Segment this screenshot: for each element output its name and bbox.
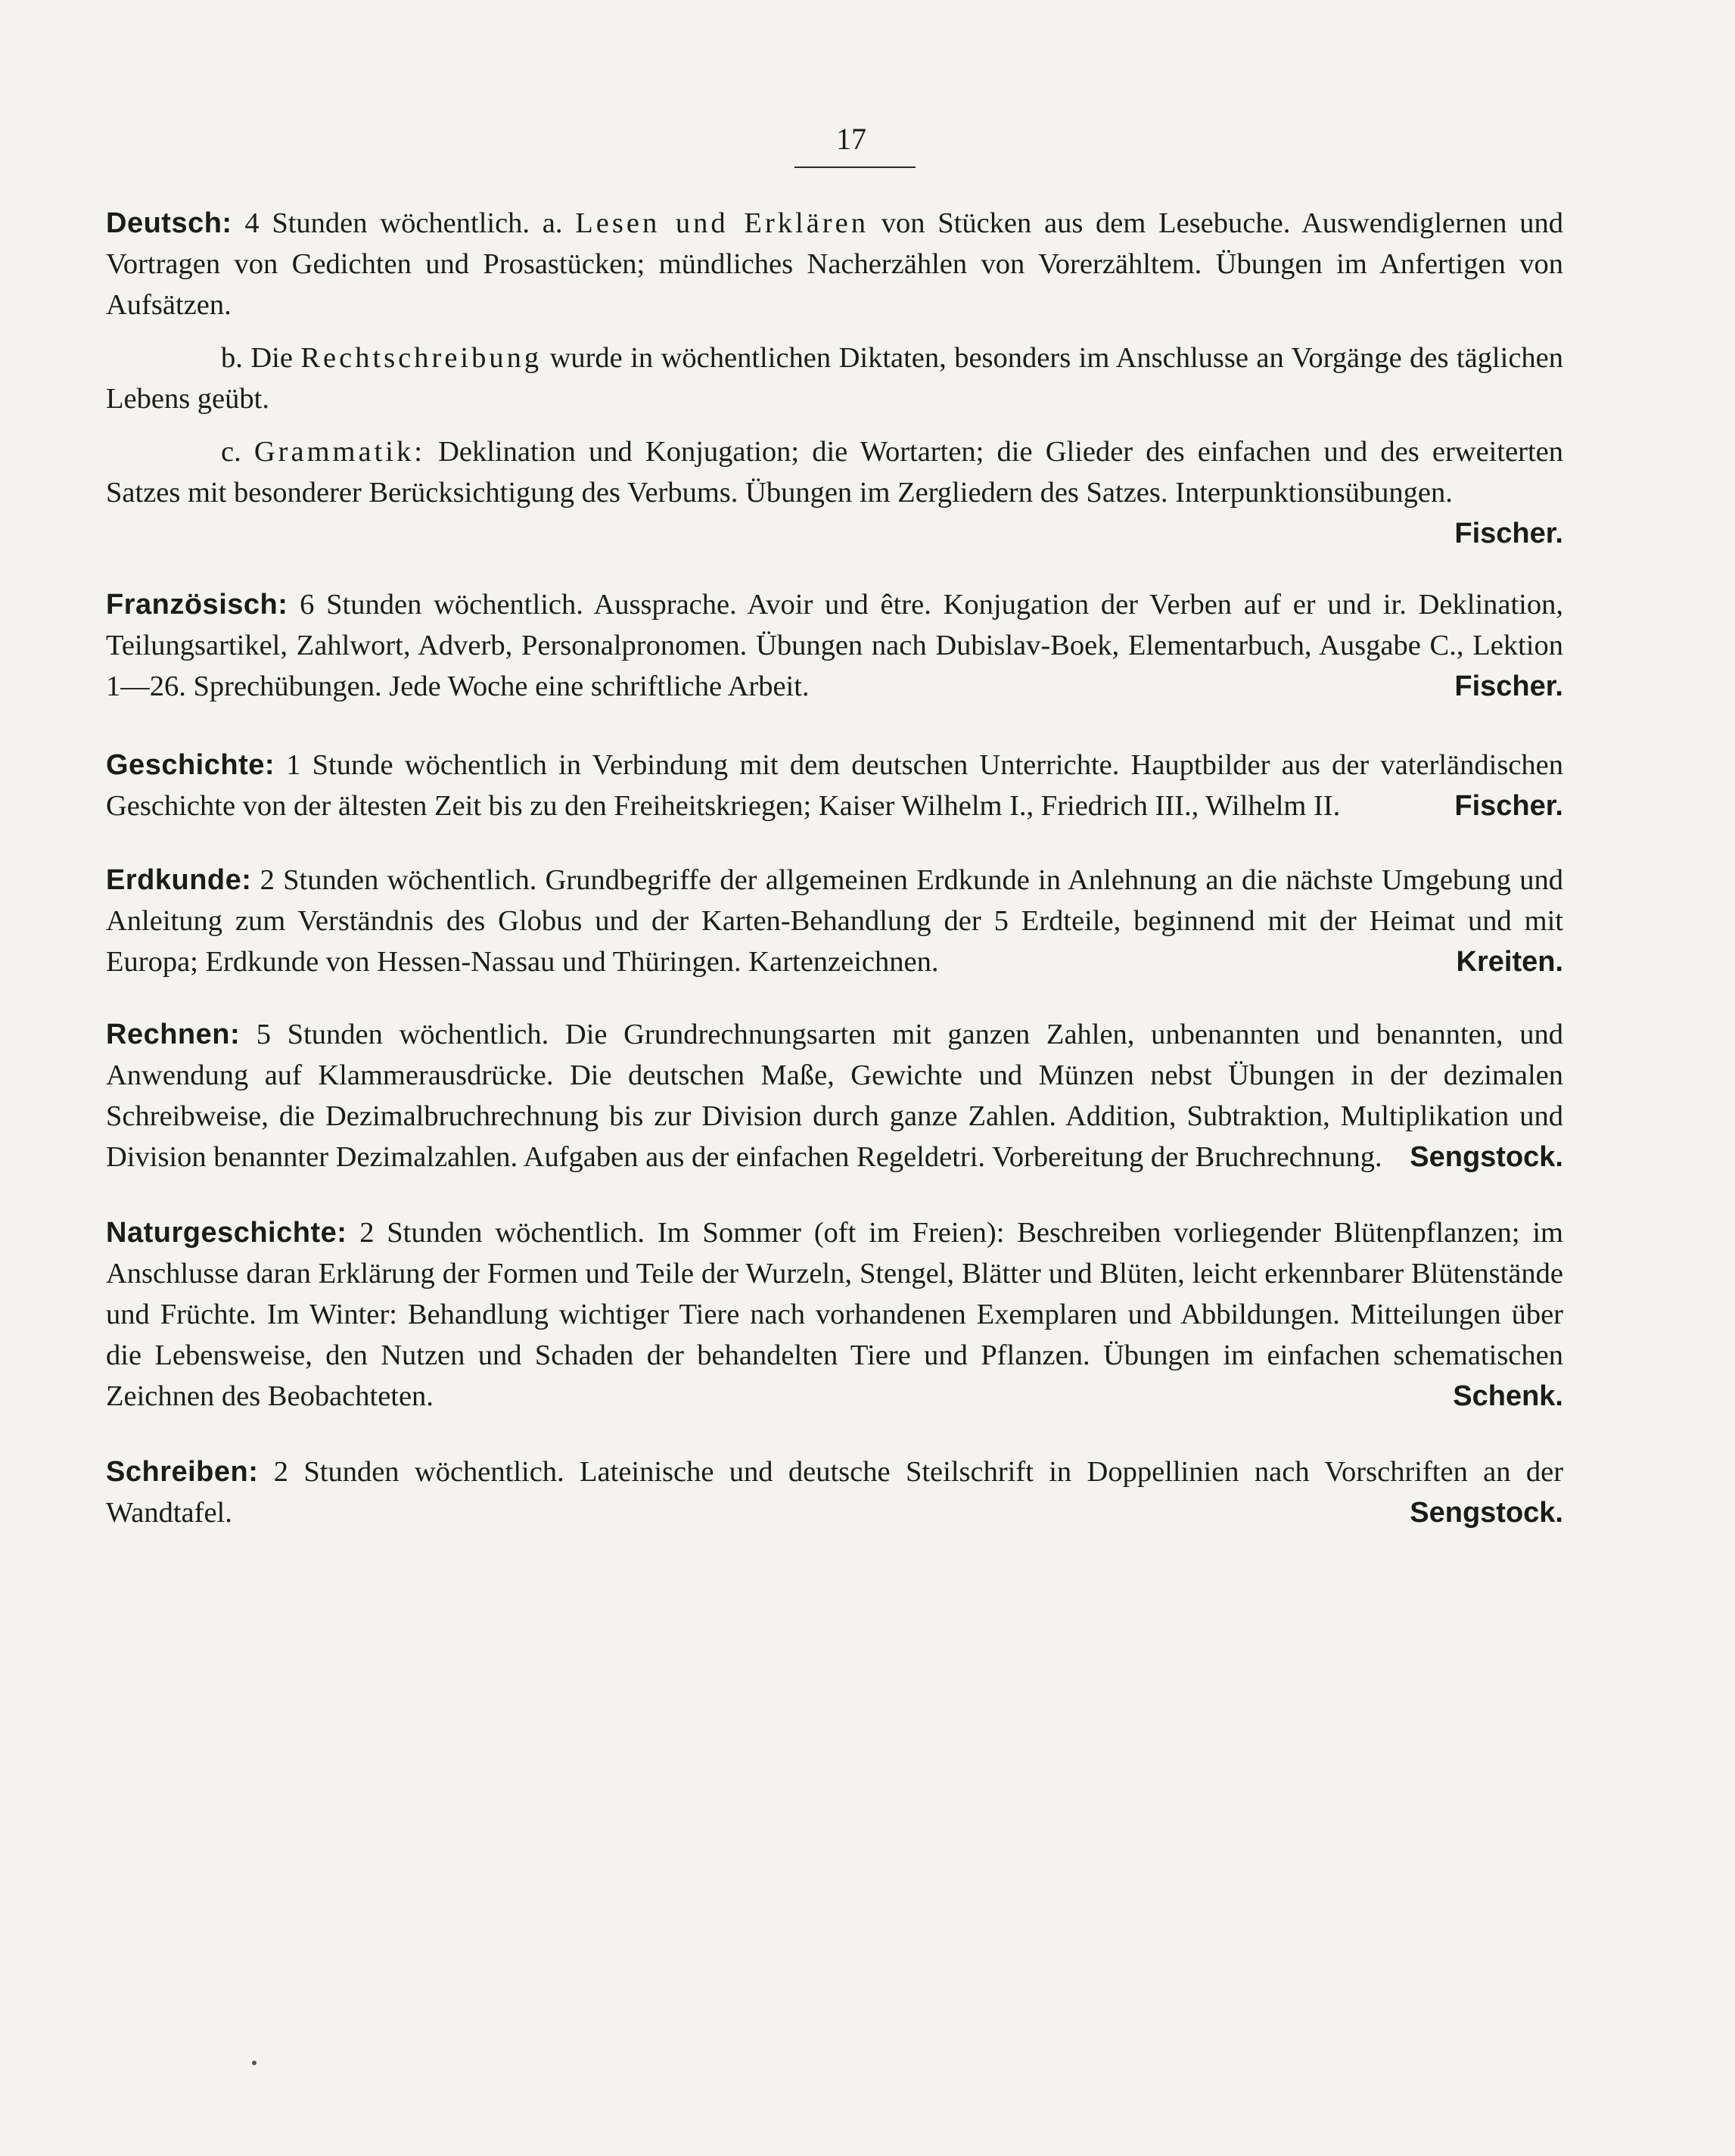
deutsch-c-text: Deklination und Konjugation; die Wortarten; die Glieder des einfachen und des erweiterten Satzes mit besonderer Berücksichtigung des Verbums. Übungen im Zergliedern des Satzes. Interpunktionsübungen. [106,436,1564,509]
erdkunde-text: 2 Stunden wöchentlich. Grundbegriffe der allgemeinen Erdkunde in Anlehnung an die nächste Umgebung und Anleitung zum Verständnis des Globus und der Karten-Behandlung der 5 Erdteile, beginnend mit der Heimat und mit Europa; Erdkunde von Hessen-Nassau und Thüringen. Kartenzeichnen. [106,864,1563,978]
rechnen-text: 5 Stunden wöchentlich. Die Grundrechnungsarten mit ganzen Zahlen, unbenannten und benannten, und Anwendung auf Klammerausdrücke. Die deutschen Maße, Gewichte und Münzen nebst Übungen in der dezimalen Schreibweise, die Dezimalbruchrechnung bis zur Division durch ganze Zahlen. Addition, Subtraktion, Multiplikation und Division benannter Dezimalzahlen. Aufgaben aus der einfachen Regeldetri. Vorbereitung der Bruchrechnung. [106,1019,1564,1173]
subject-heading-franzoesisch: Französisch: [106,589,288,621]
subject-heading-erdkunde: Erdkunde: [106,864,252,896]
geschichte-paragraph [106,745,1563,826]
subject-heading-naturgeschichte: Naturgeschichte: [106,1217,347,1249]
deutsch-c-intro: c. [221,436,241,468]
deutsch-a-spaced-term: Lesen und Erklären [575,207,869,239]
franzoesisch-text: 6 Stunden wöchentlich. Aussprache. Avoir und être. Konjugation der Verben auf er und ir. Deklination, Teilungsartikel, Zahlwort, Adverb, Personalpronomen. Übungen nach Dubislav-Boek, Elementarbuch, Ausgabe C., Lektion 1—26. Sprechübungen. Jede Woche eine schriftliche Arbeit. [106,589,1563,702]
teacher-name-geschichte: Fischer. [1454,790,1563,822]
subject-heading-geschichte: Geschichte: [106,749,275,781]
deutsch-a-intro: 4 Stunden wöchentlich. a. [244,207,563,239]
teacher-name-erdkunde: Kreiten. [1456,946,1563,978]
schreiben-text: 2 Stunden wöchentlich. Lateinische und deutsche Steilschrift in Doppellinien nach Vorschriften an der Wandtafel. [106,1456,1564,1529]
paper-speck-dot [252,2061,257,2065]
naturgeschichte-paragraph [106,1212,1563,1417]
geschichte-text: 1 Stunde wöchentlich in Verbindung mit dem deutschen Unterrichte. Hauptbilder aus der vaterländischen Geschichte von der ältesten Zeit bis zu den Freiheitskriegen; Kaiser Wilhelm I., Friedrich III., Wilhelm II. [106,749,1564,822]
section-rechnen [106,1014,1563,1178]
deutsch-b-text: wurde in wöchentlichen Diktaten, besonders im Anschlusse an Vorgänge des täglichen Lebens geübt. [106,342,1563,415]
teacher-name-naturgeschichte: Schenk. [1453,1380,1563,1412]
page-number: 17 [836,122,866,156]
section-erdkunde [106,860,1563,982]
section-franzoesisch [106,584,1563,707]
deutsch-b-spaced-term: Rechtschreibung [300,342,543,374]
teacher-name-rechnen: Sengstock. [1410,1141,1563,1173]
naturgeschichte-text: 2 Stunden wöchentlich. Im Sommer (oft im Freien): Beschreiben vorliegender Blütenpflanzen; im Anschlusse daran Erklärung der Formen und Teile der Wurzeln, Stengel, Blätter und Blüten, leicht erkennbarer Blütenstände und Früchte. Im Winter: Behandlung wichtiger Tiere nach vorhandenen Exemplaren und Abbildungen. Mitteilungen über die Lebensweise, den Nutzen und Schaden der behandelten Tiere und Pflanzen. Übungen im einfachen schematischen Zeichnen des Beobachteten. [106,1217,1563,1412]
franzoesisch-paragraph [106,584,1563,707]
subject-heading-rechnen: Rechnen: [106,1019,241,1050]
deutsch-a-text: von Stücken aus dem Lesebuche. Auswendiglernen und Vortragen von Gedichten und Prosastücken; mündliches Nacherzählen von Vorerzähltem. Übungen im Anfertigen von Aufsätzen. [106,207,1564,321]
rechnen-paragraph [106,1014,1563,1178]
page-number-rule [794,166,916,168]
deutsch-c-spaced-term: Grammatik: [253,436,425,468]
teacher-name-franzoesisch: Fischer. [1454,670,1563,702]
section-geschichte [106,745,1563,826]
teacher-name-schreiben: Sengstock. [1410,1497,1563,1529]
erdkunde-paragraph [106,860,1563,982]
deutsch-paragraph-a [106,203,1563,325]
section-deutsch [106,203,1563,554]
curriculum-content [106,203,1563,1533]
section-schreiben [106,1451,1563,1533]
section-naturgeschichte [106,1212,1563,1417]
deutsch-b-intro: b. Die [221,342,293,374]
subject-heading-schreiben: Schreiben: [106,1456,259,1488]
subject-heading-deutsch: Deutsch: [106,207,232,239]
schreiben-paragraph [106,1451,1563,1533]
deutsch-paragraph-c [106,431,1564,549]
teacher-name-deutsch: Fischer. [1454,518,1563,549]
deutsch-paragraph-b [106,338,1563,419]
